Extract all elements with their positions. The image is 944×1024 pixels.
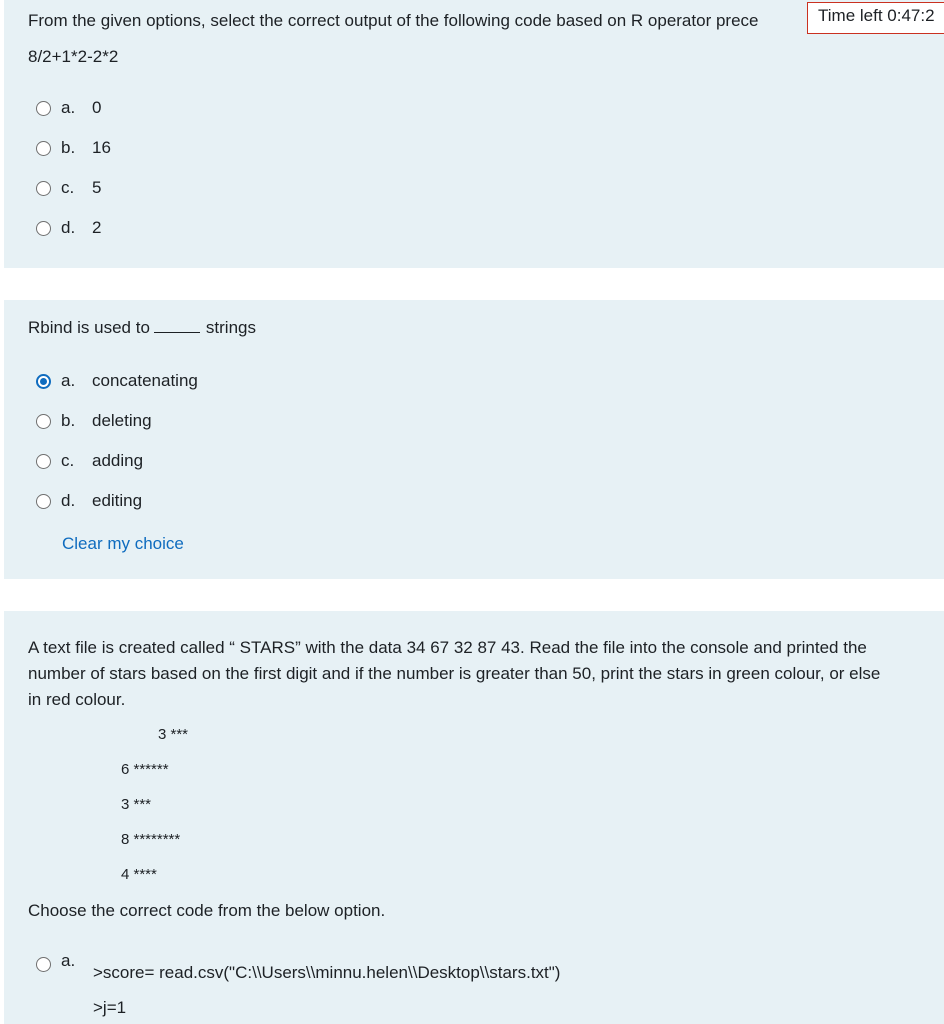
stars-output-line: 4 **** [121,866,157,883]
question-3-prompt-line-2: number of stars based on the first digit and if the number is greater than 50, print the stars in green colour, or else [28,664,881,683]
radio-button-icon[interactable] [36,141,51,156]
option-text: deleting [92,411,152,430]
question-1-prompt: From the given options, select the correct output of the following code based on R operator prece [28,11,759,30]
radio-button-icon[interactable] [36,181,51,196]
option-letter: a. [61,98,76,117]
option-text: editing [92,491,143,510]
radio-button-selected-icon[interactable] [36,374,51,389]
question-2-prompt-start: Rbind is used to [28,318,150,337]
option-code-line: >score= read.csv("C:\\Users\\minnu.helen\\Desktop\\stars.txt") [93,963,561,982]
question-2-option-c[interactable] [36,448,143,474]
stars-output-line: 3 *** [121,796,152,813]
question-3-prompt-line-3: in red colour. [28,690,126,709]
option-text: 0 [92,98,102,117]
question-3-option-a[interactable] [36,951,92,977]
question-2-option-d[interactable] [36,488,142,514]
option-letter: d. [61,491,76,510]
question-2-prompt [28,315,256,341]
radio-button-icon[interactable] [36,454,51,469]
stars-output-line: 3 *** [158,726,189,743]
question-3-instruction: Choose the correct code from the below option. [28,901,386,920]
question-1-option-b[interactable] [36,135,111,161]
radio-button-icon[interactable] [36,101,51,116]
question-2-prompt-end: strings [205,318,256,337]
question-1-expression: 8/2+1*2-2*2 [28,47,119,66]
option-letter: c. [61,178,75,197]
question-1-option-a[interactable] [36,95,101,121]
option-letter: c. [61,451,75,470]
stars-output-line: 6 ****** [121,761,169,778]
radio-button-icon[interactable] [36,414,51,429]
option-text: concatenating [92,371,198,390]
question-3-card [4,611,944,1024]
option-code-line: >j=1 [93,998,127,1017]
question-2-option-a[interactable] [36,368,198,394]
option-text: 16 [92,138,111,157]
option-text: adding [92,451,144,470]
time-left-timer: Time left 0:47:2 [807,2,944,34]
option-letter: a. [61,951,76,970]
option-letter: b. [61,138,76,157]
question-1-option-d[interactable] [36,215,101,241]
radio-button-icon[interactable] [36,957,51,972]
question-2-option-b[interactable] [36,408,152,434]
radio-button-icon[interactable] [36,221,51,236]
option-text: 5 [92,178,102,197]
question-2-card [4,300,944,579]
option-text: 2 [92,218,102,237]
clear-my-choice-link[interactable]: Clear my choice [62,534,184,553]
fill-in-blank [154,318,200,333]
radio-button-icon[interactable] [36,494,51,509]
question-1-card [4,0,944,268]
question-1-option-c[interactable] [36,175,101,201]
option-letter: a. [61,371,76,390]
option-letter: b. [61,411,76,430]
option-letter: d. [61,218,76,237]
stars-output-line: 8 ******** [121,831,181,848]
question-3-prompt-line-1: A text file is created called “ STARS” with the data 34 67 32 87 43. Read the file into the console and printed the [28,638,867,657]
